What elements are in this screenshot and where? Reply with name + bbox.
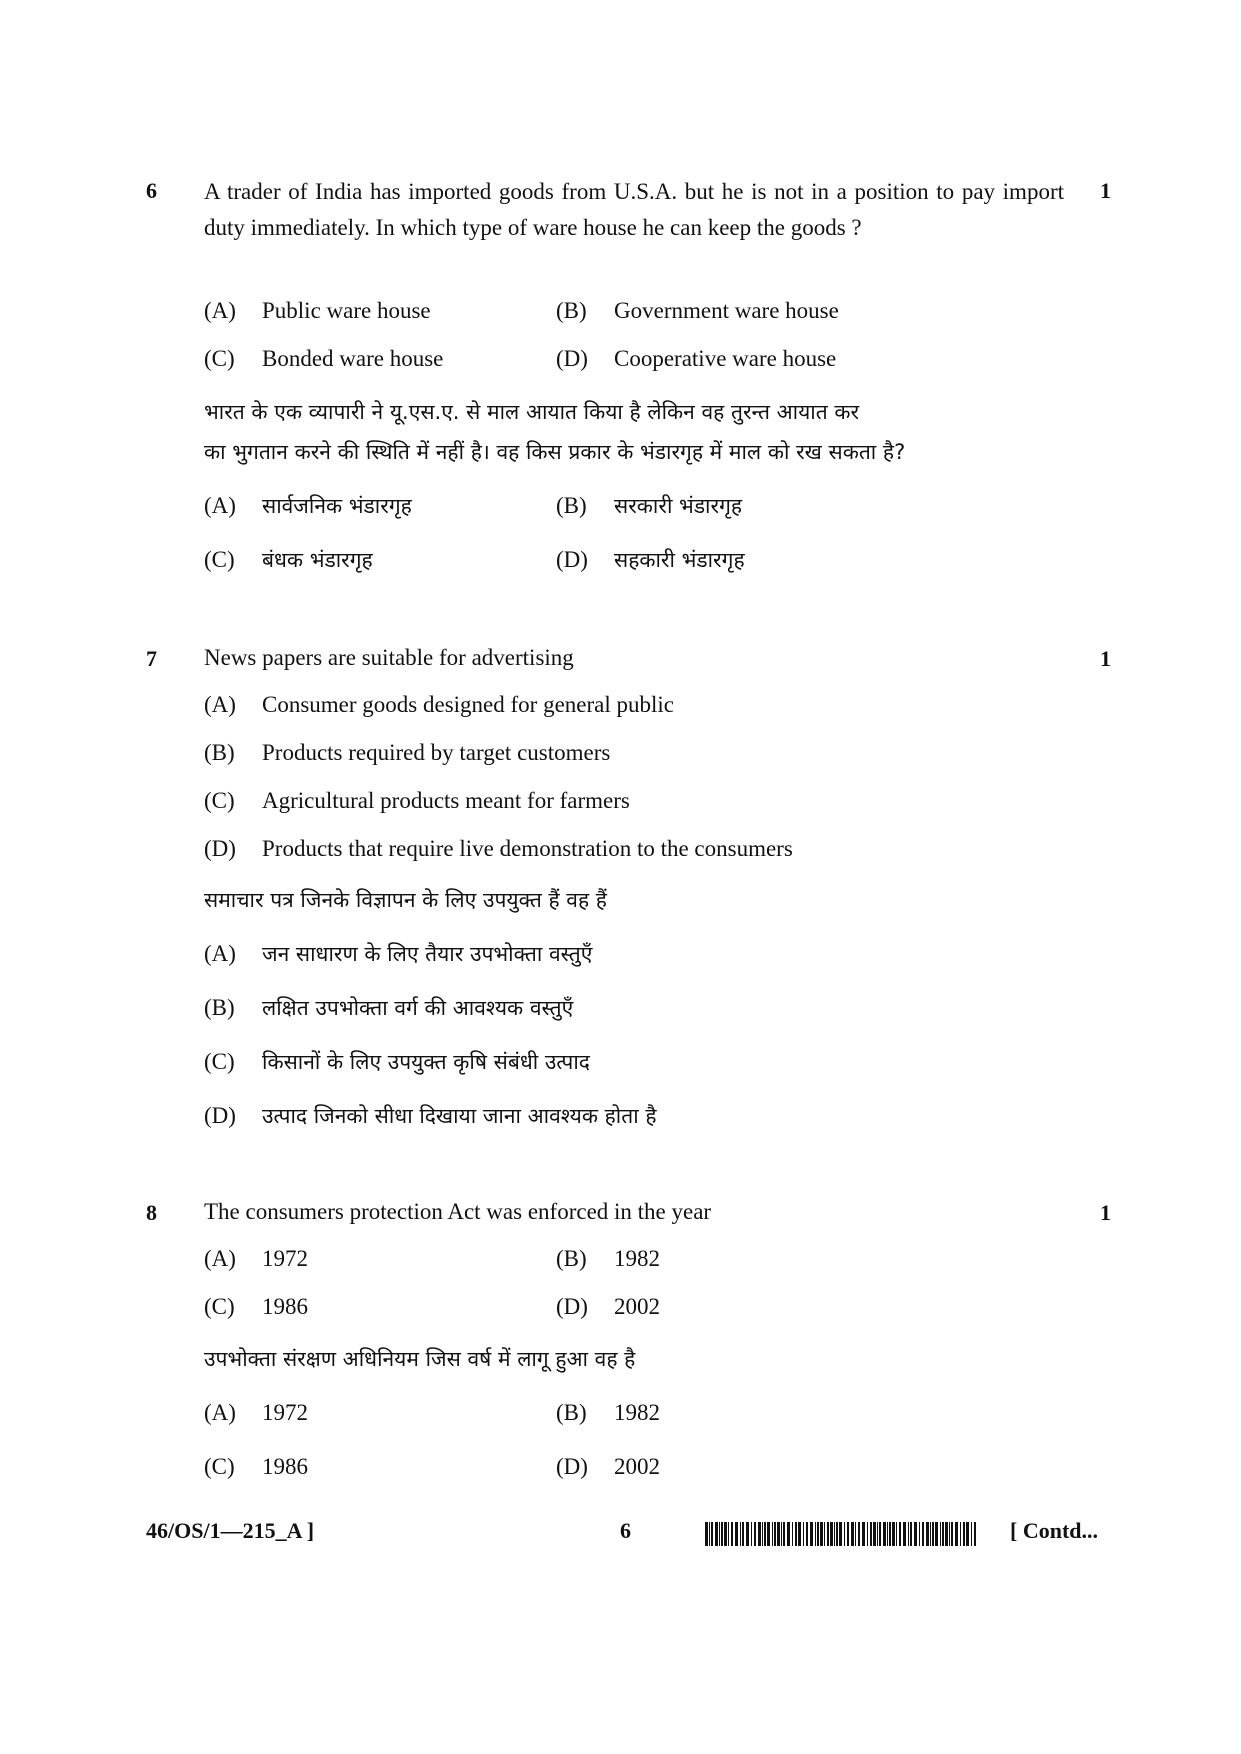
option-label: (B) xyxy=(556,298,587,323)
contd-label: [ Contd... xyxy=(1010,1518,1099,1543)
option-label: (A) xyxy=(204,692,236,717)
option-label: (C) xyxy=(204,547,235,572)
option-label: (B) xyxy=(556,1246,587,1271)
option-text: लक्षित उपभोक्ता वर्ग की आवश्यक वस्तुएँ xyxy=(262,996,574,1020)
option-label: (A) xyxy=(204,941,236,966)
option-text: 1986 xyxy=(262,1294,308,1319)
option-text: उत्पाद जिनको सीधा दिखाया जाना आवश्यक होता है xyxy=(262,1104,657,1128)
option-label: (D) xyxy=(556,1454,588,1479)
option-text: किसानों के लिए उपयुक्त कृषि संबंधी उत्पाद xyxy=(262,1050,590,1074)
option-label: (C) xyxy=(204,788,235,813)
option-text: सरकारी भंडारगृह xyxy=(614,494,743,518)
option-text: 2002 xyxy=(614,1454,660,1479)
option-label: (A) xyxy=(204,1246,236,1271)
option-c xyxy=(204,786,630,816)
option-label: (A) xyxy=(204,1400,236,1425)
option-b xyxy=(556,296,839,326)
question-number: 8 xyxy=(146,1200,157,1225)
question-marks: 1 xyxy=(1100,646,1111,671)
option-c-hindi xyxy=(204,1452,308,1482)
page-footer xyxy=(0,1518,1241,1552)
option-label: (A) xyxy=(204,493,236,518)
question-stem-hindi-line1: भारत के एक व्यापारी ने यू.एस.ए. से माल आयात किया है लेकिन वह तुरन्त आयात कर xyxy=(204,400,860,424)
question-marks: 1 xyxy=(1100,1200,1111,1225)
paper-code: 46/OS/1—215_A ] xyxy=(146,1518,315,1543)
option-c xyxy=(204,344,443,374)
option-c-hindi xyxy=(204,545,373,575)
option-text: 1972 xyxy=(262,1246,308,1271)
option-c-hindi xyxy=(204,1047,590,1077)
option-d-hindi xyxy=(556,1452,660,1482)
option-c xyxy=(204,1292,308,1322)
option-text: Products required by target customers xyxy=(262,740,611,765)
option-label: (C) xyxy=(204,1049,235,1074)
question-stem-hindi: समाचार पत्र जिनके विज्ञापन के लिए उपयुक्त हैं वह हैं xyxy=(204,888,607,912)
option-text: 1982 xyxy=(614,1400,660,1425)
question-stem-english: A trader of India has imported goods from U.S.A. but he is not in a position to pay import duty immediately. In which type of ware house he can keep the goods ? xyxy=(204,179,1064,240)
question-marks: 1 xyxy=(1100,178,1111,203)
page-number: 6 xyxy=(620,1518,631,1543)
option-a-hindi xyxy=(204,491,412,521)
option-d xyxy=(556,1292,660,1322)
option-label: (A) xyxy=(204,298,236,323)
option-text: सहकारी भंडारगृह xyxy=(614,548,745,572)
option-d-hindi xyxy=(204,1101,657,1131)
option-d xyxy=(204,834,793,864)
option-d-hindi xyxy=(556,545,745,575)
option-text: Consumer goods designed for general public xyxy=(262,692,674,717)
option-b xyxy=(204,738,610,768)
option-label: (B) xyxy=(556,1400,587,1425)
option-b xyxy=(556,1244,660,1274)
option-label: (D) xyxy=(204,836,236,861)
option-b-hindi xyxy=(204,993,573,1023)
option-b-hindi xyxy=(556,491,742,521)
question-number: 6 xyxy=(146,178,157,203)
option-text: 2002 xyxy=(614,1294,660,1319)
option-text: जन साधारण के लिए तैयार उपभोक्ता वस्तुएँ xyxy=(262,942,593,966)
option-text: Bonded ware house xyxy=(262,346,444,371)
option-a-hindi xyxy=(204,939,592,969)
option-label: (C) xyxy=(204,1294,235,1319)
option-d xyxy=(556,344,836,374)
option-text: सार्वजनिक भंडारगृह xyxy=(262,494,412,518)
option-label: (B) xyxy=(204,740,235,765)
option-label: (C) xyxy=(204,1454,235,1479)
question-number: 7 xyxy=(146,646,157,671)
option-a xyxy=(204,1244,308,1274)
option-label: (C) xyxy=(204,346,235,371)
option-text: 1986 xyxy=(262,1454,308,1479)
option-text: 1982 xyxy=(614,1246,660,1271)
question-stem-english: News papers are suitable for advertising xyxy=(204,645,574,670)
barcode-icon xyxy=(705,1522,977,1546)
option-label: (B) xyxy=(204,995,235,1020)
option-text: Government ware house xyxy=(614,298,839,323)
option-text: 1972 xyxy=(262,1400,308,1425)
option-text: Public ware house xyxy=(262,298,431,323)
option-text: बंधक भंडारगृह xyxy=(262,548,373,572)
option-b-hindi xyxy=(556,1398,660,1428)
option-text: Products that require live demonstration to the consumers xyxy=(262,836,793,861)
option-a xyxy=(204,690,674,720)
question-stem-hindi: उपभोक्ता संरक्षण अधिनियम जिस वर्ष में लागू हुआ वह है xyxy=(204,1347,636,1371)
option-text: Agricultural products meant for farmers xyxy=(262,788,630,813)
option-text: Cooperative ware house xyxy=(614,346,837,371)
option-a xyxy=(204,296,431,326)
option-label: (D) xyxy=(556,1294,588,1319)
option-a-hindi xyxy=(204,1398,308,1428)
question-stem-hindi-line2: का भुगतान करने की स्थिति में नहीं है। वह किस प्रकार के भंडारगृह में माल को रख सकता है? xyxy=(204,440,906,464)
option-label: (D) xyxy=(556,346,588,371)
option-label: (D) xyxy=(204,1103,236,1128)
option-label: (D) xyxy=(556,547,588,572)
question-stem-english: The consumers protection Act was enforced in the year xyxy=(204,1199,712,1224)
option-label: (B) xyxy=(556,493,587,518)
